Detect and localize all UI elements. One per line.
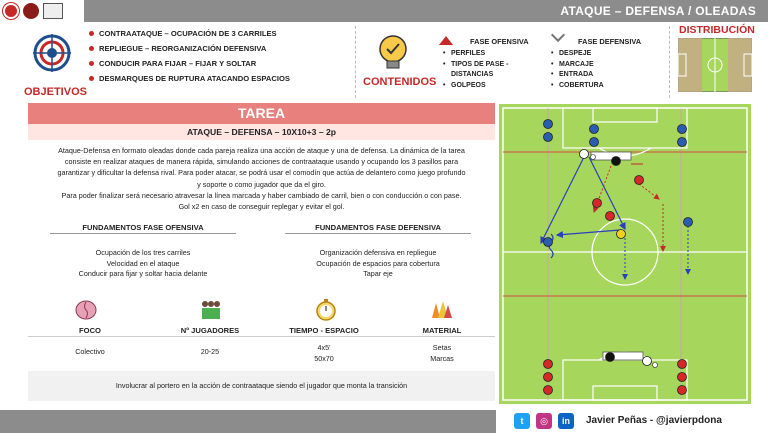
defending-player-icon	[606, 212, 615, 221]
fundamentos-ofensiva-title: FUNDAMENTOS FASE OFENSIVA	[82, 223, 204, 232]
fundamento-item: Velocidad en el ataque	[106, 258, 180, 268]
defending-player-icon	[544, 373, 553, 382]
fase-defensiva-item: • ENTRADA	[551, 70, 651, 81]
stat-value-line: Marcas	[430, 353, 454, 363]
ball-icon	[653, 363, 658, 368]
stat-value-line: 4x5'	[317, 343, 331, 352]
wildcard-player-icon	[617, 230, 626, 239]
stat-material-label: MATERIAL	[422, 326, 462, 335]
author-handle: Javier Peñas - @javierpdona	[586, 415, 722, 426]
top-bar	[0, 0, 768, 22]
attacking-player-icon	[544, 133, 553, 142]
fase-ofensiva-list	[443, 49, 543, 91]
defending-player-icon	[678, 386, 687, 395]
coaching-note: Involucrar al portero en la acción de contraataque siendo el jugador que monta la transición	[28, 371, 495, 401]
divider	[50, 233, 236, 234]
defending-player-icon	[678, 373, 687, 382]
fase-defensiva-list	[551, 49, 651, 91]
objetivos-list	[89, 29, 290, 89]
footer-bar	[0, 410, 496, 433]
fundamento-item: Organización defensiva en repliegue	[319, 248, 437, 257]
attacking-player-icon	[590, 138, 599, 147]
attacking-player-icon	[678, 138, 687, 147]
stat-value-line: Setas	[432, 343, 452, 352]
stat-value-line: 50x70	[314, 353, 334, 363]
stat-tiempo-label: TIEMPO - ESPACIO	[289, 326, 359, 335]
goalkeeper-icon	[643, 357, 652, 366]
lightbulb-icon	[376, 34, 410, 72]
fase-defensiva-title: FASE DEFENSIVA	[578, 37, 642, 46]
fundamentos-ofensiva-list	[33, 248, 253, 280]
objetivos-label: OBJETIVOS	[24, 86, 87, 98]
tactics-board-icon	[43, 3, 63, 19]
objetivo-item: DESMARQUES DE RUPTURA ATACANDO ESPACIOS	[89, 74, 290, 89]
divider	[28, 336, 495, 337]
objetivo-item: CONTRAATAQUE – OCUPACIÓN DE 3 CARRILES	[89, 29, 290, 44]
tarea-title: TAREA	[28, 103, 495, 124]
attacking-player-icon	[684, 218, 693, 227]
defending-player-icon	[544, 386, 553, 395]
tarea-subtitle: ATAQUE – DEFENSA – 10X10+3 – 2p	[28, 124, 495, 140]
defending-player-icon	[593, 199, 602, 208]
social-links	[514, 413, 574, 429]
description-line: garantizar y dificultar la defensa rival. Para poder atacar, se podrá usar el comodín que actúa de delantero como juego profundo	[57, 168, 466, 178]
header	[0, 24, 768, 104]
stopwatch-icon	[315, 299, 337, 321]
cones-icon	[431, 299, 453, 321]
session-title: ATAQUE – DEFENSA / OLEADAS	[560, 4, 756, 18]
tarea-panel	[28, 103, 495, 403]
footer	[0, 410, 768, 433]
stat-material-value	[387, 343, 497, 364]
stat-tiempo-value	[269, 343, 379, 364]
fundamentos-defensiva-title: FUNDAMENTOS FASE DEFENSIVA	[315, 223, 441, 232]
fase-ofensiva-item: • TIPOS DE PASE - DISTANCIAS	[443, 60, 543, 81]
stat-foco-label: FOCO	[79, 326, 101, 335]
players-icon	[200, 299, 222, 321]
objetivo-item: REPLIEGUE – REORGANIZACIÓN DEFENSIVA	[89, 44, 290, 59]
description-line: y soporte o como jugador que da el giro.	[197, 179, 326, 189]
stat-jugadores-value	[155, 347, 265, 358]
defending-player-icon	[544, 360, 553, 369]
fundamento-item: Conducir para fijar y soltar hacia delante	[78, 269, 208, 279]
divider	[285, 233, 471, 234]
attacking-player-icon	[544, 120, 553, 129]
description-line: Gol x2 en caso de conseguir replegar y evitar el gol.	[178, 202, 345, 212]
divider	[355, 26, 356, 98]
stat-value-line: Colectivo	[75, 347, 105, 356]
fundamentos-defensiva-list	[268, 248, 488, 280]
stat-foco-value	[35, 347, 145, 358]
tarea-description	[28, 145, 495, 212]
club-crest-icon	[3, 3, 19, 19]
linkedin-icon[interactable]: in	[558, 413, 574, 429]
fase-ofensiva-item: • PERFILES	[443, 49, 543, 60]
fase-ofensiva-title: FASE OFENSIVA	[470, 37, 529, 46]
stat-value-line: 20-25	[200, 347, 220, 356]
ball-icon	[23, 3, 39, 19]
defending-player-icon	[635, 176, 644, 185]
fundamento-item: Ocupación de espacios para cobertura	[316, 258, 440, 268]
objetivo-item: CONDUCIR PARA FIJAR – FIJAR Y SOLTAR	[89, 59, 290, 74]
distribucion-label: DISTRIBUCIÓN	[679, 24, 755, 36]
arrow-down-icon	[551, 28, 565, 42]
goalkeeper-icon	[612, 157, 621, 166]
stat-jugadores-label: Nº JUGADORES	[180, 326, 240, 335]
attacking-player-icon	[544, 238, 553, 247]
attacking-player-icon	[678, 125, 687, 134]
target-icon	[33, 34, 71, 72]
description-line: Para poder finalizar será necesario atravesar la línea marcada y haber cambiado de carril, bien o con conducción o con pase.	[61, 190, 462, 200]
fase-defensiva-item: • DESPEJE	[551, 49, 651, 60]
goal	[591, 152, 631, 160]
club-logos	[0, 0, 84, 22]
pitch-diagram	[499, 104, 751, 404]
defending-player-icon	[678, 360, 687, 369]
fase-ofensiva-item: • GOLPEOS	[443, 81, 543, 92]
title-bar	[84, 0, 768, 22]
goalkeeper-icon	[580, 150, 589, 159]
fundamento-item: Tapar eje	[363, 269, 393, 279]
twitter-icon[interactable]: t	[514, 413, 530, 429]
arrow-up-icon	[439, 36, 453, 45]
mini-field-diagram	[678, 38, 752, 92]
attacking-player-icon	[590, 125, 599, 134]
goalkeeper-icon	[606, 353, 615, 362]
description-line: consiste en realizar ataques de manera rápida, simulando acciones de contraataque usando y ocupando los 3 pasillos para	[64, 157, 459, 167]
description-line: Ataque-Defensa en formato oleadas donde cada pareja realiza una acción de ataque y una de defensa. La dinámica de la tarea	[58, 146, 465, 155]
fase-defensiva-item: • MARCAJE	[551, 60, 651, 71]
brain-icon	[75, 299, 97, 321]
fase-defensiva-item: • COBERTURA	[551, 81, 651, 92]
contenidos-label: CONTENIDOS	[363, 76, 437, 88]
instagram-icon[interactable]: ◎	[536, 413, 552, 429]
fundamento-item: Ocupación de los tres carriles	[95, 248, 191, 257]
divider	[669, 26, 670, 98]
ball-icon	[591, 155, 596, 160]
